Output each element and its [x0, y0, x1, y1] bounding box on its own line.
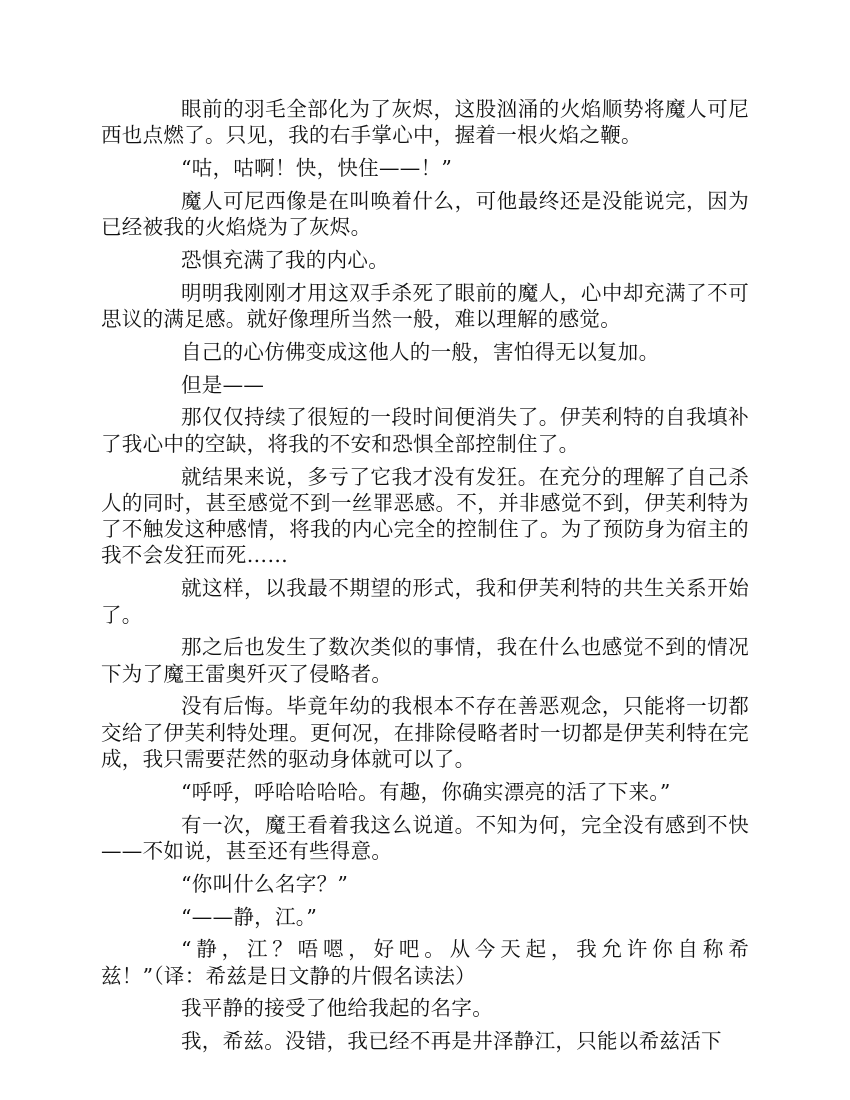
- paragraph-15: “你叫什么名字？”: [181, 871, 349, 896]
- paragraph-5: 明明我刚刚才用这双手杀死了眼前的魔人，心中却充满了不可思议的满足感。就好像理所当然一般，难以理解的感觉。: [101, 280, 749, 332]
- paragraph-16: “——静，江。”: [181, 904, 318, 929]
- paragraph-6: 自己的心仿佛变成这他人的一般，害怕得无以复加。: [181, 339, 660, 364]
- paragraph-18: 我平静的接受了他给我起的名字。: [181, 996, 493, 1021]
- paragraph-12: 没有后悔。毕竟年幼的我根本不存在善恶观念，只能将一切都交给了伊芙利特处理。更何况，在排除侵略者时一切都是伊芙利特在完成，我只需要茫然的驱动身体就可以了。: [101, 694, 749, 772]
- paragraph-9: 就结果来说，多亏了它我才没有发狂。在充分的理解了自己杀人的同时，甚至感觉不到一丝罪恶感。不，并非感觉不到，伊芙利特为了不触发这种感情，将我的内心完全的控制住了。为了预防身为宿主的我不会发狂而死……: [101, 464, 749, 568]
- paragraph-17: “静，江？唔嗯，好吧。从今天起，我允许你自称希兹！”（译：希兹是日文静的片假名读法）: [101, 937, 749, 988]
- paragraph-7: 但是——: [181, 372, 265, 397]
- paragraph-1: 眼前的羽毛全部化为了灰烬，这股汹涌的火焰顺势将魔人可尼西也点燃了。只见，我的右手掌心中，握着一根火焰之鞭。: [101, 97, 749, 148]
- paragraph-14: 有一次，魔王看着我这么说道。不知为何，完全没有感到不快——不如说，甚至还有些得意。: [101, 812, 749, 863]
- document-page: [101, 96, 749, 1061]
- paragraph-2: “咕，咕啊！快，快住——！”: [181, 156, 453, 181]
- paragraph-13: “呼呼，呼哈哈哈哈。有趣，你确实漂亮的活了下来。”: [181, 779, 671, 804]
- paragraph-10: 就这样，以我最不期望的形式，我和伊芙利特的共生关系开始了。: [101, 576, 749, 627]
- paragraph-19: 我，希兹。没错，我已经不再是井泽静江，只能以希兹活下: [181, 1029, 722, 1054]
- paragraph-3: 魔人可尼西像是在叫唤着什么，可他最终还是没能说完，因为已经被我的火焰烧为了灰烬。: [101, 188, 749, 240]
- paragraph-8: 那仅仅持续了很短的一段时间便消失了。伊芙利特的自我填补了我心中的空缺，将我的不安和恐惧全部控制住了。: [101, 405, 749, 456]
- paragraph-11: 那之后也发生了数次类似的事情，我在什么也感觉不到的情况下为了魔王雷奥歼灭了侵略者。: [101, 635, 749, 686]
- paragraph-4: 恐惧充满了我的内心。: [181, 247, 389, 272]
